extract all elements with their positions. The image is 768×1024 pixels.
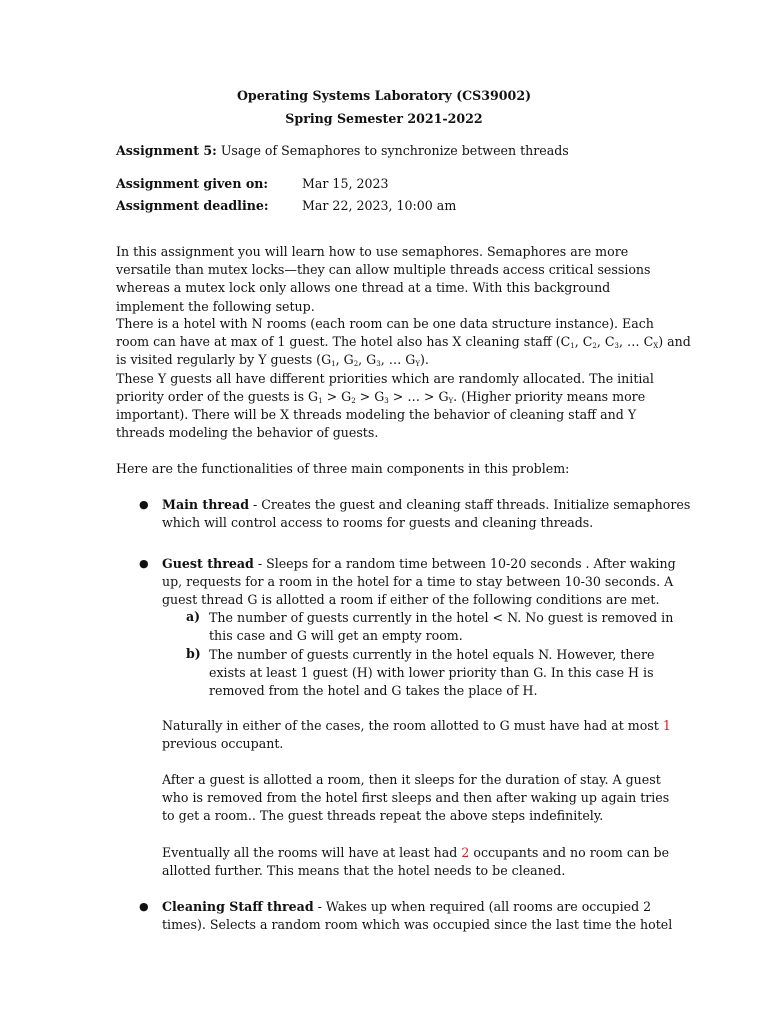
occupant-count-1: 1 [662,718,671,733]
deadline-value: Mar 22, 2023, 10:00 am [302,198,457,213]
hotel-paragraph [116,315,691,442]
bullet-icon: ● [139,900,149,913]
condition-a: The number of guests currently in the hotel < N. No guest is removed in this case and G will get an empty room. [209,610,674,644]
main-thread-label: Main thread [162,497,250,512]
intro-paragraph: In this assignment you will learn how to use semaphores. Semaphores are more versatile than mutex locks—they can allow multiple threads access critical sessions whereas a mutex lock only allows one thread at a time. With this background implement the following setup. [116,244,651,314]
priority-line-1: These Y guests all have different priorities which are randomly allocated. The initial [116,370,654,386]
hotel-line-1: There is a hotel with N rooms (each room can be one data structure instance). Each [116,316,654,331]
guest-thread-item: Guest thread - Sleeps for a random time between 10-20 seconds . After waking up, requests for a room in the hotel for a time to stay between 10-30 seconds. A guest thread G is allotted a room if either of the following conditions are met. [162,556,676,608]
priority-line-3: important). There will be X threads modeling the behavior of cleaning staff and Y [116,407,637,423]
functionalities-intro: Here are the functionalities of three main components in this problem: [116,461,570,476]
given-value: Mar 15, 2023 [302,176,389,191]
assignment-title: Usage of Semaphores to synchronize between threads [216,143,569,158]
course-title: Operating Systems Laboratory (CS39002) [236,88,532,103]
assignment-label: Assignment 5: [116,143,217,158]
priority-line-4: threads modeling the behavior of guests. [116,425,379,441]
semester-title: Spring Semester 2021-2022 [285,111,483,126]
main-thread-item: Main thread - Creates the guest and cleaning staff threads. Initialize semaphores which will control access to rooms for guests and cleaning threads. [162,497,691,531]
given-label: Assignment given on: [116,176,269,191]
guest-thread-label: Guest thread [162,556,254,571]
hotel-line-3: is visited regularly by Y guests ($G_1$, $G_2$, $G_3$, … $G_Y$). [116,352,429,369]
eventually-paragraph: Eventually all the rooms will have at least had 2 occupants and no room can be allotted further. This means that the hotel needs to be cleaned. [162,845,670,879]
assignment-line [116,142,569,160]
naturally-paragraph: Naturally in either of the cases, the room allotted to G must have had at most 1 previous occupant. [162,718,671,752]
deadline-label: Assignment deadline: [116,198,269,213]
condition-a-label: a) [186,609,201,624]
cleaning-thread-label: Cleaning Staff thread [162,899,314,914]
hotel-line-2: room can have at max of 1 guest. The hotel also has X cleaning staff ($C_1$, $C_2$, $C_3$, … $C_X$) and [116,334,691,351]
condition-b: The number of guests currently in the hotel equals N. However, there exists at least 1 guest (H) with lower priority than G. In this case H is removed from the hotel and G takes the place of H. [209,647,655,699]
after-paragraph: After a guest is allotted a room, then it sleeps for the duration of stay. A guest who is removed from the hotel first sleeps and then after waking up again tries to get a room.. The guest threads repeat the above steps indefinitely. [162,772,670,824]
condition-b-label: b) [186,646,201,661]
occupant-count-2: 2 [461,845,470,860]
bullet-icon: ● [139,557,149,570]
bullet-icon: ● [139,498,149,511]
cleaning-thread-item: Cleaning Staff thread - Wakes up when required (all rooms are occupied 2 times). Selects a random room which was occupied since the last time the hotel [162,899,673,933]
priority-line-2: priority order of the guests is $G_1 > G_2 > G_3$ > … > $G_Y$. (Higher priority means more [116,388,646,405]
